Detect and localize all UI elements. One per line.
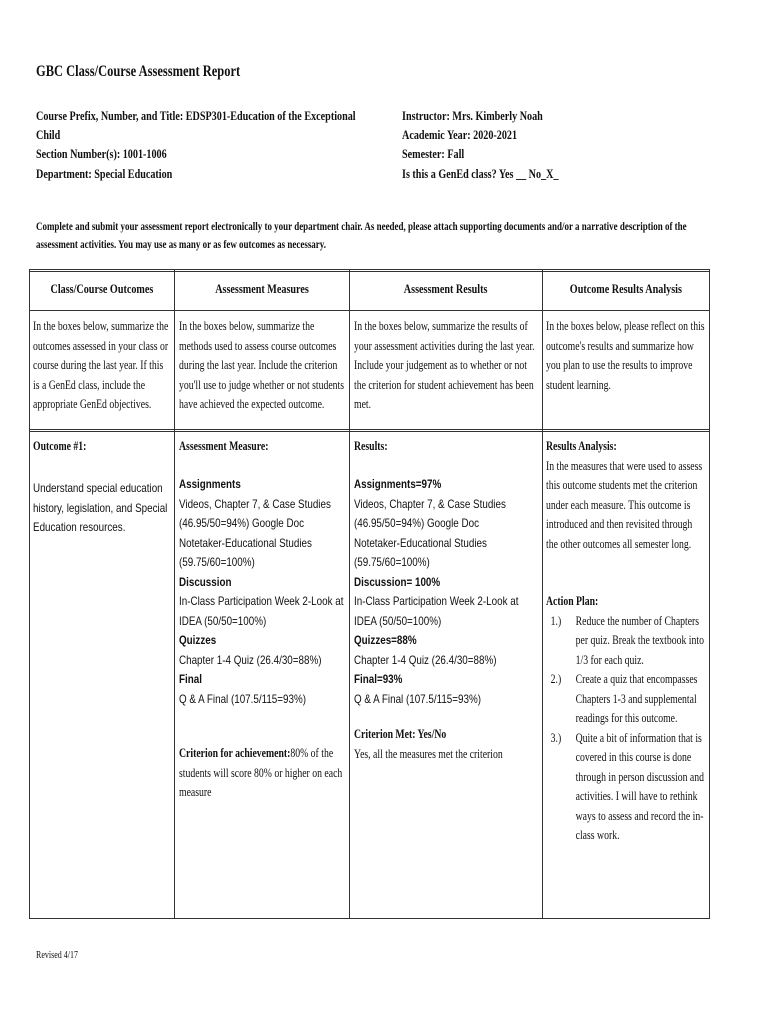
semester: Semester: Fall xyxy=(402,146,465,161)
section-number: Section Number(s): 1001-1006 xyxy=(36,146,167,161)
results-label: Results: xyxy=(354,439,388,453)
header-analysis: Outcome Results Analysis xyxy=(569,281,682,296)
assessment-table xyxy=(29,269,709,919)
instructor: Instructor: Mrs. Kimberly Noah xyxy=(402,108,543,123)
action-plan: Action Plan: 1.) Reduce the number of Chapters per quiz. Break the textbook into 1/3 for each quiz. 2.) Create a quiz that encompasses Chapters 1-3 and supplemental readings for this outcome. 3.) Quite a bit of information that is covered in this course is done through in person discussion and activities. I will have to rethink ways to assess and record the in-class work. xyxy=(546,592,708,846)
department: Department: Special Education xyxy=(36,166,173,181)
criterion-met: Criterion Met: Yes/No Yes, all the measures met the criterion xyxy=(354,727,503,761)
outcome-label: Outcome #1: xyxy=(33,439,87,453)
instructions: Complete and submit your assessment report electronically to your department chair. As needed, please attach supporting documents and/or a narrative description of the assessment activities. You may use as many or as few outcomes as necessary. xyxy=(36,221,687,251)
guidance-measures: In the boxes below, summarize the methods used to assess course outcomes during the last year. Include the criterion you'll use to judge whether or not students have achieved the expected outcome. xyxy=(179,319,345,411)
header-results: Assessment Results xyxy=(403,281,488,296)
report-title: GBC Class/Course Assessment Report xyxy=(36,63,241,80)
guidance-outcomes: In the boxes below, summarize the outcomes assessed in your class or course during the last year. If this is a GenEd class, include the appropriate GenEd objectives. xyxy=(33,319,169,411)
results-details: Assignments=97% Videos, Chapter 7, & Case Studies (46.95/50=94%) Google Doc Notetaker-Educational Studies (59.75/60=100%) Discussion= 100% In-Class Participation Week 2-Look at IDEA (50/50=100%) Quizzes=88% Chapter 1-4 Quiz (26.4/30=88%) Final=93% Q & A Final (107.5/115=93%) xyxy=(354,477,519,706)
course-prefix-line-2: Child xyxy=(36,127,61,142)
guidance-results: In the boxes below, summarize the results of your assessment activities during the last year. Include your judgement as to whether or not the criterion for student achievement has been met. xyxy=(354,319,535,411)
criterion-for-achievement: Criterion for achievement:80% of the students will score 80% or higher on each measure xyxy=(179,746,343,799)
revision-note: Revised 4/17 xyxy=(36,950,78,961)
measure-label: Assessment Measure: xyxy=(179,439,269,453)
action-item: 2.) Create a quiz that encompasses Chapters 1-3 and supplemental readings for this outcome. xyxy=(550,672,698,725)
header-outcomes: Class/Course Outcomes xyxy=(50,281,153,296)
guidance-analysis: In the boxes below, please reflect on this outcome's results and summarize how you plan to use the results to improve student learning. xyxy=(546,319,705,392)
academic-year: Academic Year: 2020-2021 xyxy=(402,127,518,142)
header-measures: Assessment Measures xyxy=(214,281,309,296)
action-item: 1.) Reduce the number of Chapters per quiz. Break the textbook into 1/3 for each quiz. xyxy=(550,613,704,667)
course-prefix-line: Course Prefix, Number, and Title: EDSP301-Education of the Exceptional xyxy=(36,108,356,123)
outcome-text: Understand special education history, legislation, and Special Education resources. xyxy=(33,481,168,534)
gened-question: Is this a GenEd class? Yes __ No_X_ xyxy=(402,166,559,181)
results-analysis: Results Analysis: In the measures that were used to assess this outcome students met the criterion under each measure. This outcome is introduced and then revisited through the other outcomes all semester long. xyxy=(546,439,703,551)
measure-details: Assignments Videos, Chapter 7, & Case Studies (46.95/50=94%) Google Doc Notetaker-Educational Studies (59.75/60=100%) Discussion In-Class Participation Week 2-Look at IDEA (50/50=100%) Quizzes Chapter 1-4 Quiz (26.4/30=88%) Final Q & A Final (107.5/115=93%) xyxy=(179,477,344,706)
action-item: 3.) Quite a bit of information that is covered in this course is done through in person discussion and activities. I will have to rethink ways to assess and record the in-class work. xyxy=(550,730,705,842)
